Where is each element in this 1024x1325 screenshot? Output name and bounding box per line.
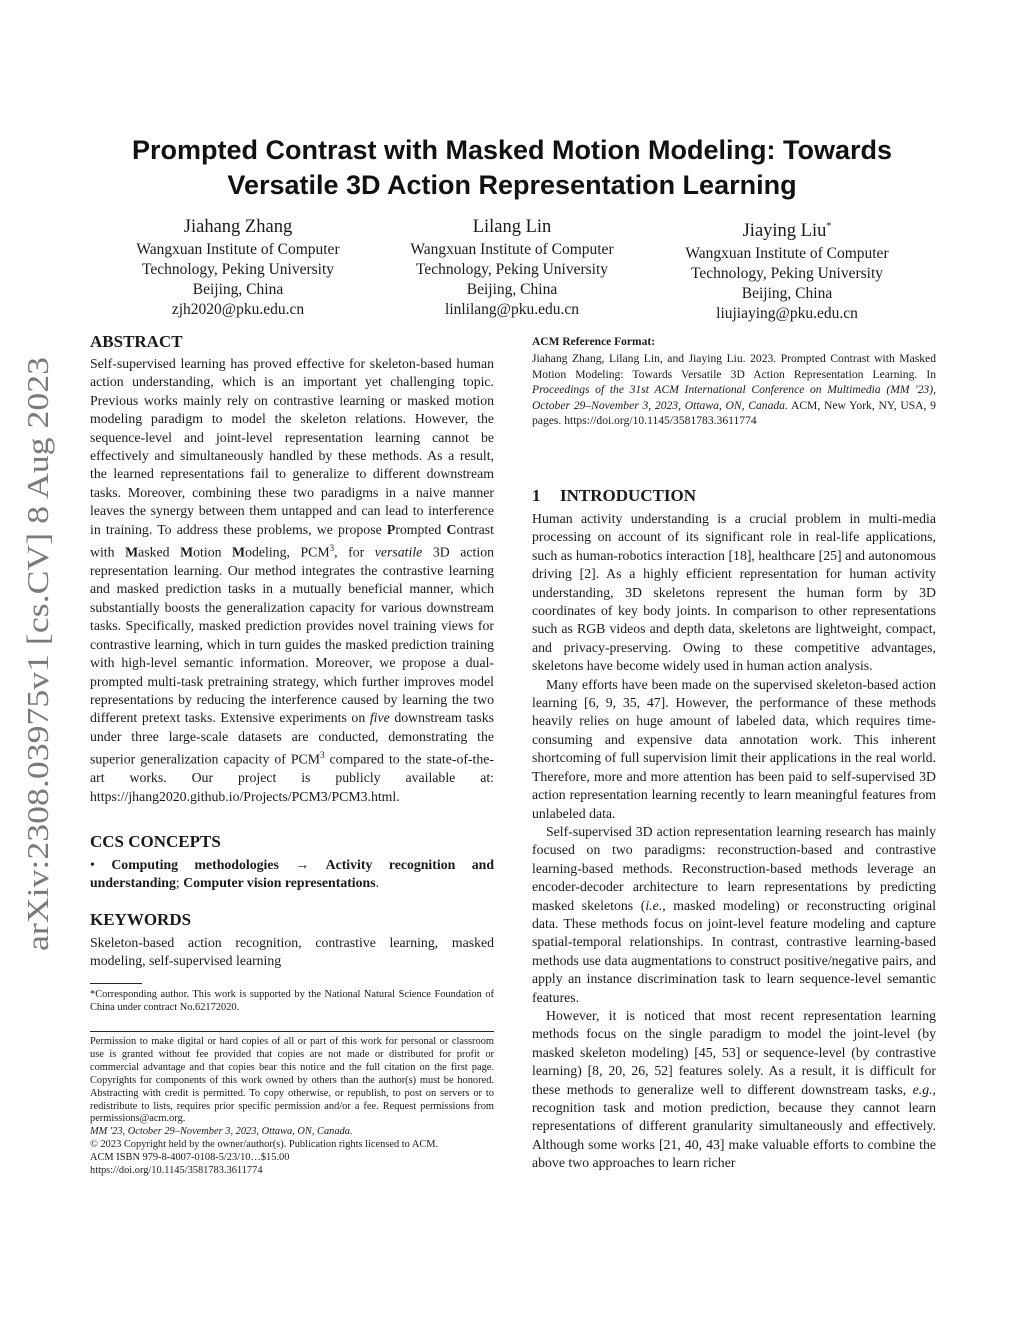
permission-text: Permission to make digital or hard copies of all or part of this work for personal or classroom use is granted without fee provided that copies are not made or distributed for profit or commercial advantage and that copies bear this notice and the full citation on the first page. Copyrights for components of this work owned by others than the author(s) must be honored. Abstracting with credit is permitted. To copy otherwise, or republish, to post on servers or to redistribute to lists, requires prior specific permission and/or a fee. Request permissions from permissions@acm.org. — [90, 1036, 494, 1125]
author-name: Jiaying Liu* — [742, 221, 832, 242]
intro-paragraph-1: Human activity understanding is a crucial problem in multi-media processing on account of its significant role in real-life applications, such as human-robotics interaction [18], healthcare [25] and autonomous driving [2]. As a highly efficient representation for human activity understanding, 3D skeletons represent the human form by 3D coordinates of key body joints. In comparison to other representations such as RGB videos and depth data, skeletons are lightweight, compact, and privacy-preserving. Owing to these competitive advantages, skeletons have become widely used in human action analysis. — [532, 511, 936, 674]
author-name: Lilang Lin — [472, 217, 552, 237]
abstract-heading: ABSTRACT — [90, 332, 183, 351]
keywords-body: Skeleton-based action recognition, contrastive learning, masked modeling, self-supervised learning — [90, 935, 494, 969]
permission-rule — [90, 1031, 494, 1032]
arxiv-identifier — [10, 355, 60, 955]
intro-paragraph-3: Self-supervised 3D action representation learning research has mainly focused on two paradigms: reconstruction-based and contrastive learning-based methods. Reconstruction-based methods leverage an encoder-decoder architecture to learn representations by predicting masked skeletons (i.e., masked modeling) or reconstructing original data. These methods focus on joint-level feature modeling and capture spatial-temporal relationships. In contrast, contrastive learning-based methods use data augmentations to construct positive/negative pairs, and apply an instance discrimination task to learn sequence-level semantic features. — [532, 823, 936, 1005]
ccs-heading: CCS CONCEPTS — [90, 832, 221, 851]
permission-copyright: © 2023 Copyright held by the owner/author(s). Publication rights licensed to ACM. — [90, 1139, 439, 1151]
paper-title — [90, 133, 934, 203]
author-affiliation: Wangxuan Institute of Computer — [136, 241, 340, 258]
arxiv-identifier-text: arXiv:2308.03975v1 [cs.CV] 8 Aug 2023 — [20, 436, 55, 951]
acm-reference-body: Jiahang Zhang, Lilang Lin, and Jiaying Liu. 2023. Prompted Contrast with Masked Motion Modeling: Towards Versatile 3D Action Representation Learning. In Proceedings of the 31st ACM International Conference on Multimedia (MM '23), October 29–November 3, 2023, Ottawa, ON, Canada. ACM, New York, NY, USA, 9 pages. https://doi.org/10.1145/3581783.3611774 — [532, 352, 936, 427]
author-location: Beijing, China — [192, 281, 284, 298]
author-block-2 — [377, 215, 647, 320]
permission-block — [90, 1036, 494, 1178]
permission-doi[interactable]: https://doi.org/10.1145/3581783.3611774 — [90, 1165, 263, 1177]
author-block-1 — [103, 215, 373, 320]
abstract-body: Self-supervised learning has proved effective for skeleton-based human action understanding, which is an important yet challenging topic. Previous works mainly rely on contrastive learning or masked motion modeling paradigm to model the skeleton relations. However, the sequence-level and joint-level representation learning cannot be effectively and simultaneously handled by these methods. As a result, the learned representations fail to generalize to different downstream tasks. Moreover, combining these two paradigms in a naive manner leaves the synergy between them untapped and can lead to interference in training. To address these problems, we propose Prompted Contrast with Masked Motion Modeling, PCM$^3$, for versatile 3D action representation learning. Our method integrates the contrastive learning and masked prediction tasks in a mutually beneficial manner, which substantially boosts the generalization capacity for various downstream tasks. Specifically, masked prediction provides novel training views for contrastive learning, which in turn guides the masked prediction training with high-level semantic information. Moreover, we propose a dual-prompted multi-task pretraining strategy, which further improves model representations by reducing the interference caused by learning the two different pretext tasks. Extensive experiments on five downstream tasks under three large-scale datasets are conducted, demonstrating the superior generalization capacity of PCM$^3$ compared to the state-of-the-art works. Our project is publicly available at: https://jhang2020.github.io/Projects/PCM3/PCM3.html. — [90, 356, 494, 804]
intro-paragraph-4: However, it is noticed that most recent representation learning methods focus on the single paradigm to model the joint-level (by masked skeleton modeling) [45, 53] or sequence-level (by contrastive learning) [8, 20, 26, 52] features solely. As a result, it is difficult for these methods to generalize well to different downstream tasks, e.g., recognition task and motion prediction, because they cannot learn representations of different granularity simultaneously and effectively. Although some works [21, 40, 43] make valuable efforts to combine the above two approaches to learn richer — [532, 1007, 936, 1171]
author-email: zjh2020@pku.edu.cn — [171, 301, 305, 318]
permission-conference: MM '23, October 29–November 3, 2023, Ottawa, ON, Canada. — [90, 1126, 353, 1138]
author-email: liujiaying@pku.edu.cn — [716, 305, 858, 323]
author-location: Beijing, China — [741, 285, 833, 303]
title-line-2: Versatile 3D Action Representation Learning — [227, 170, 797, 200]
author-affiliation: Technology, Peking University — [690, 265, 884, 283]
author-name: Jiahang Zhang — [183, 217, 293, 237]
footnote-rule — [90, 983, 142, 984]
intro-paragraph-2: Many efforts have been made on the supervised skeleton-based action learning [6, 9, 35, 47]. However, the performance of these methods heavily relies on huge amount of labeled data, which requires time-consuming and expensive data annotation work. This inherent shortcoming of full supervision limit their applications in the real world. Therefore, more and more attention has been paid to self-supervised 3D action representation learning recently to learn meaningful features from unlabeled data. — [532, 676, 936, 821]
title-line-1: Prompted Contrast with Masked Motion Modeling: Towards — [131, 135, 892, 165]
corresponding-mark: * — [826, 221, 832, 232]
author-email: linlilang@pku.edu.cn — [445, 301, 579, 318]
footnote: *Corresponding author. This work is supported by the National Natural Science Foundation of China under contract No.62172020. — [90, 989, 494, 1013]
author-affiliation: Wangxuan Institute of Computer — [685, 245, 889, 263]
permission-isbn: ACM ISBN 979-8-4007-0108-5/23/10…$15.00 — [90, 1152, 290, 1164]
author-block-3 — [652, 215, 922, 324]
author-affiliation: Technology, Peking University — [141, 261, 335, 278]
keywords-heading: KEYWORDS — [90, 910, 192, 929]
author-affiliation: Technology, Peking University — [415, 261, 609, 278]
acm-reference-heading: ACM Reference Format: — [532, 336, 656, 348]
section-number: 1 — [532, 486, 541, 505]
ccs-body: • Computing methodologies → Activity recognition and understanding; Computer vision representations. — [90, 857, 494, 891]
section-title: INTRODUCTION — [560, 486, 697, 505]
introduction-heading — [532, 485, 696, 507]
author-affiliation: Wangxuan Institute of Computer — [410, 241, 614, 258]
introduction-body — [532, 510, 936, 1173]
author-location: Beijing, China — [466, 281, 558, 298]
